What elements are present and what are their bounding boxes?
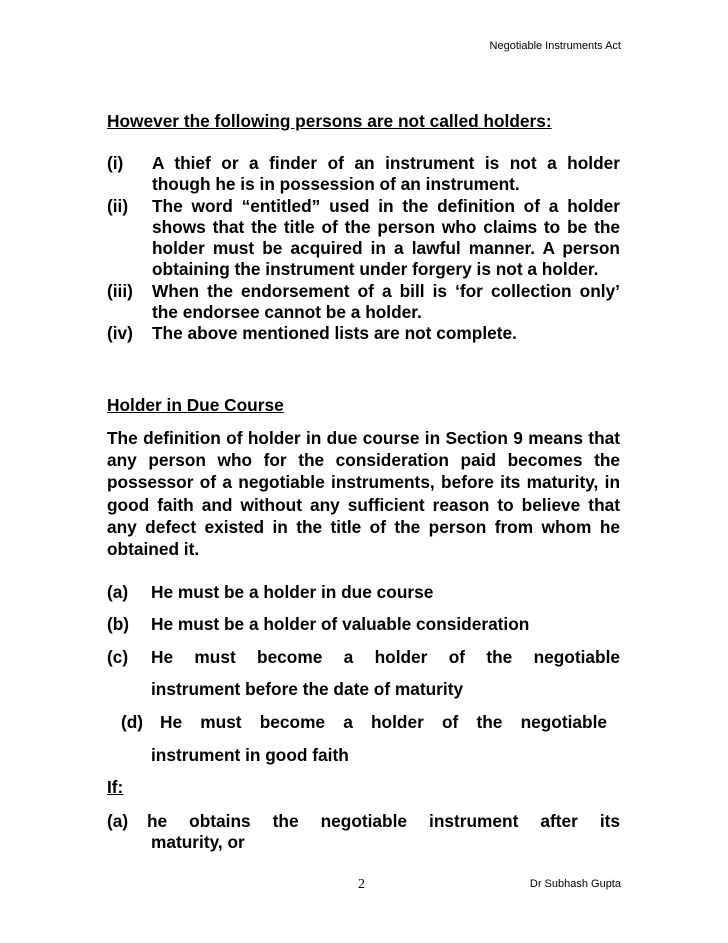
condition-text-continued: instrument in good faith [151, 745, 349, 765]
page-number: 2 [358, 877, 365, 892]
condition-text: He must be a holder of valuable consideration [151, 614, 530, 634]
list-item-text: The above mentioned lists are not complete. [152, 323, 517, 344]
not-holders-list [107, 153, 620, 345]
list-item-text: When the endorsement of a bill is ‘for collection only’ the endorsee cannot be a holder. [152, 280, 620, 323]
list-item-number: (ii) [107, 195, 129, 216]
condition-text: he obtains the negotiable instrument after its [147, 811, 620, 831]
list-item-text: A thief or a finder of an instrument is not a holder though he is in possession of an instrument. [152, 153, 620, 195]
condition-text: He must be a holder in due course [151, 582, 434, 602]
list-item [107, 323, 620, 344]
condition-number: (d) [121, 712, 144, 732]
list-item-text: The word “entitled” used in the definition of a holder shows that the title of the person who claims to be the holder must be acquired in a lawful manner. A person obtaining the instrument under forgery is not a holder. [152, 195, 620, 280]
section-heading: However the following persons are not called holders: [107, 111, 552, 131]
list-item-number: (iv) [107, 323, 133, 344]
condition-text-continued: instrument before the date of maturity [151, 679, 464, 699]
section-holder-due-course [107, 395, 620, 416]
condition-text-continued: maturity, or [151, 832, 245, 852]
list-item-number: (i) [107, 153, 124, 173]
section-heading: If: [107, 777, 124, 797]
section-heading: Holder in Due Course [107, 395, 284, 415]
list-item [107, 281, 620, 324]
list-item [107, 196, 620, 281]
condition-number: (a) [107, 582, 129, 602]
footer-author: Dr Subhash Gupta [529, 878, 621, 890]
section-if [107, 777, 123, 798]
condition-number: (c) [107, 647, 129, 667]
running-header: Negotiable Instruments Act [489, 40, 621, 52]
condition-number: (b) [107, 614, 130, 634]
list-item-number: (iii) [107, 280, 133, 301]
condition-text: He must become a holder of the negotiable [160, 712, 607, 732]
section-not-holders [107, 111, 620, 132]
condition-number: (a) [107, 811, 129, 831]
list-item [107, 153, 620, 196]
condition-text: He must become a holder of the negotiable [151, 647, 620, 667]
definition-paragraph: The definition of holder in due course in Section 9 means that any person who for the consideration paid becomes the possessor of a negotiable instruments, before its maturity, in good faith and without any sufficient reason to believe that any defect existed in the title of the person from whom he obtained it. [107, 428, 620, 560]
